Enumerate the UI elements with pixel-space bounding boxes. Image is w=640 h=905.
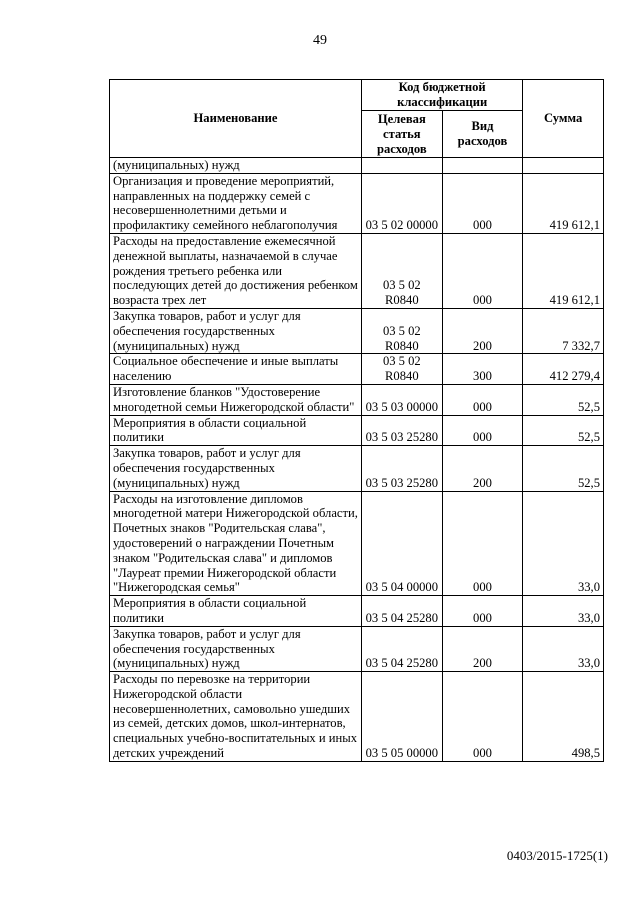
header-expense-type: Вид расходов [442, 111, 523, 158]
row-type-cell: 000 [442, 173, 523, 233]
row-sum-cell: 498,5 [523, 672, 604, 762]
row-target-cell: 03 5 02 R0840 [362, 308, 443, 353]
row-target-cell: 03 5 03 25280 [362, 446, 443, 491]
row-name-cell: Закупка товаров, работ и услуг для обеспечения государственных (муниципальных) нужд [110, 626, 362, 671]
row-target-cell: 03 5 04 25280 [362, 626, 443, 671]
row-type-cell: 200 [442, 626, 523, 671]
header-budget-code: Код бюджетной классификации [362, 80, 523, 111]
row-sum-cell: 412 279,4 [523, 354, 604, 385]
table-row [110, 308, 604, 353]
row-name-cell: Расходы по перевозке на территории Нижегородской области несовершеннолетних, самовольно ушедших из семей, детских домов, школ-интернатов, специальных учебно-воспитательных и иных детских учреждений [110, 672, 362, 762]
table-row [110, 158, 604, 174]
row-type-cell: 000 [442, 672, 523, 762]
row-name-cell: Изготовление бланков "Удостоверение многодетной семьи Нижегородской области" [110, 384, 362, 415]
table-row [110, 672, 604, 762]
table-row [110, 491, 604, 596]
table-row [110, 446, 604, 491]
row-target-cell: 03 5 02 R0840 [362, 233, 443, 308]
row-sum-cell [523, 158, 604, 174]
table-row [110, 384, 604, 415]
row-type-cell: 000 [442, 384, 523, 415]
row-type-cell: 000 [442, 233, 523, 308]
document-code: 0403/2015-1725(1) [506, 848, 608, 863]
row-sum-cell: 419 612,1 [523, 173, 604, 233]
header-name: Наименование [110, 80, 362, 158]
header-target-article: Целевая статья расходов [362, 111, 443, 158]
row-sum-cell: 52,5 [523, 415, 604, 446]
row-name-cell: Закупка товаров, работ и услуг для обеспечения государственных (муниципальных) нужд [110, 446, 362, 491]
row-target-cell: 03 5 04 25280 [362, 596, 443, 627]
row-target-cell: 03 5 02 R0840 [362, 354, 443, 385]
row-type-cell [442, 158, 523, 174]
table-body [110, 158, 604, 762]
row-type-cell: 300 [442, 354, 523, 385]
row-name-cell: Расходы на предоставление ежемесячной денежной выплаты, назначаемой в случае рождения третьего ребенка или последующих детей до достижения ребенком возраста трех лет [110, 233, 362, 308]
table-row [110, 233, 604, 308]
header-sum: Сумма [523, 80, 604, 158]
row-name-cell: Социальное обеспечение и иные выплаты населению [110, 354, 362, 385]
row-sum-cell: 33,0 [523, 626, 604, 671]
budget-table [109, 79, 604, 762]
row-sum-cell: 33,0 [523, 596, 604, 627]
row-type-cell: 000 [442, 596, 523, 627]
row-name-cell: (муниципальных) нужд [110, 158, 362, 174]
table-header [110, 80, 604, 158]
row-sum-cell: 7 332,7 [523, 308, 604, 353]
table-row [110, 596, 604, 627]
row-name-cell: Закупка товаров, работ и услуг для обеспечения государственных (муниципальных) нужд [110, 308, 362, 353]
page-number: 49 [313, 33, 327, 48]
table-row [110, 354, 604, 385]
row-sum-cell: 52,5 [523, 446, 604, 491]
row-type-cell: 000 [442, 491, 523, 596]
row-sum-cell: 33,0 [523, 491, 604, 596]
table-row [110, 626, 604, 671]
row-type-cell: 200 [442, 308, 523, 353]
row-name-cell: Мероприятия в области социальной политики [110, 596, 362, 627]
row-target-cell: 03 5 02 00000 [362, 173, 443, 233]
row-sum-cell: 52,5 [523, 384, 604, 415]
row-name-cell: Мероприятия в области социальной политики [110, 415, 362, 446]
row-target-cell: 03 5 03 25280 [362, 415, 443, 446]
row-sum-cell: 419 612,1 [523, 233, 604, 308]
row-name-cell: Расходы на изготовление дипломов многодетной матери Нижегородской области, Почетных знаков "Родительская слава", удостоверений о награждении Почетным знаком "Родительская слава" и дипломов "Лауреат премии Нижегородской области "Нижегородская семья" [110, 491, 362, 596]
row-type-cell: 200 [442, 446, 523, 491]
table-row [110, 173, 604, 233]
row-target-cell: 03 5 03 00000 [362, 384, 443, 415]
row-name-cell: Организация и проведение мероприятий, направленных на поддержку семей с несовершеннолетними детьми и профилактику семейного неблагополучия [110, 173, 362, 233]
row-target-cell: 03 5 04 00000 [362, 491, 443, 596]
row-target-cell: 03 5 05 00000 [362, 672, 443, 762]
table-row [110, 415, 604, 446]
row-type-cell: 000 [442, 415, 523, 446]
row-target-cell [362, 158, 443, 174]
